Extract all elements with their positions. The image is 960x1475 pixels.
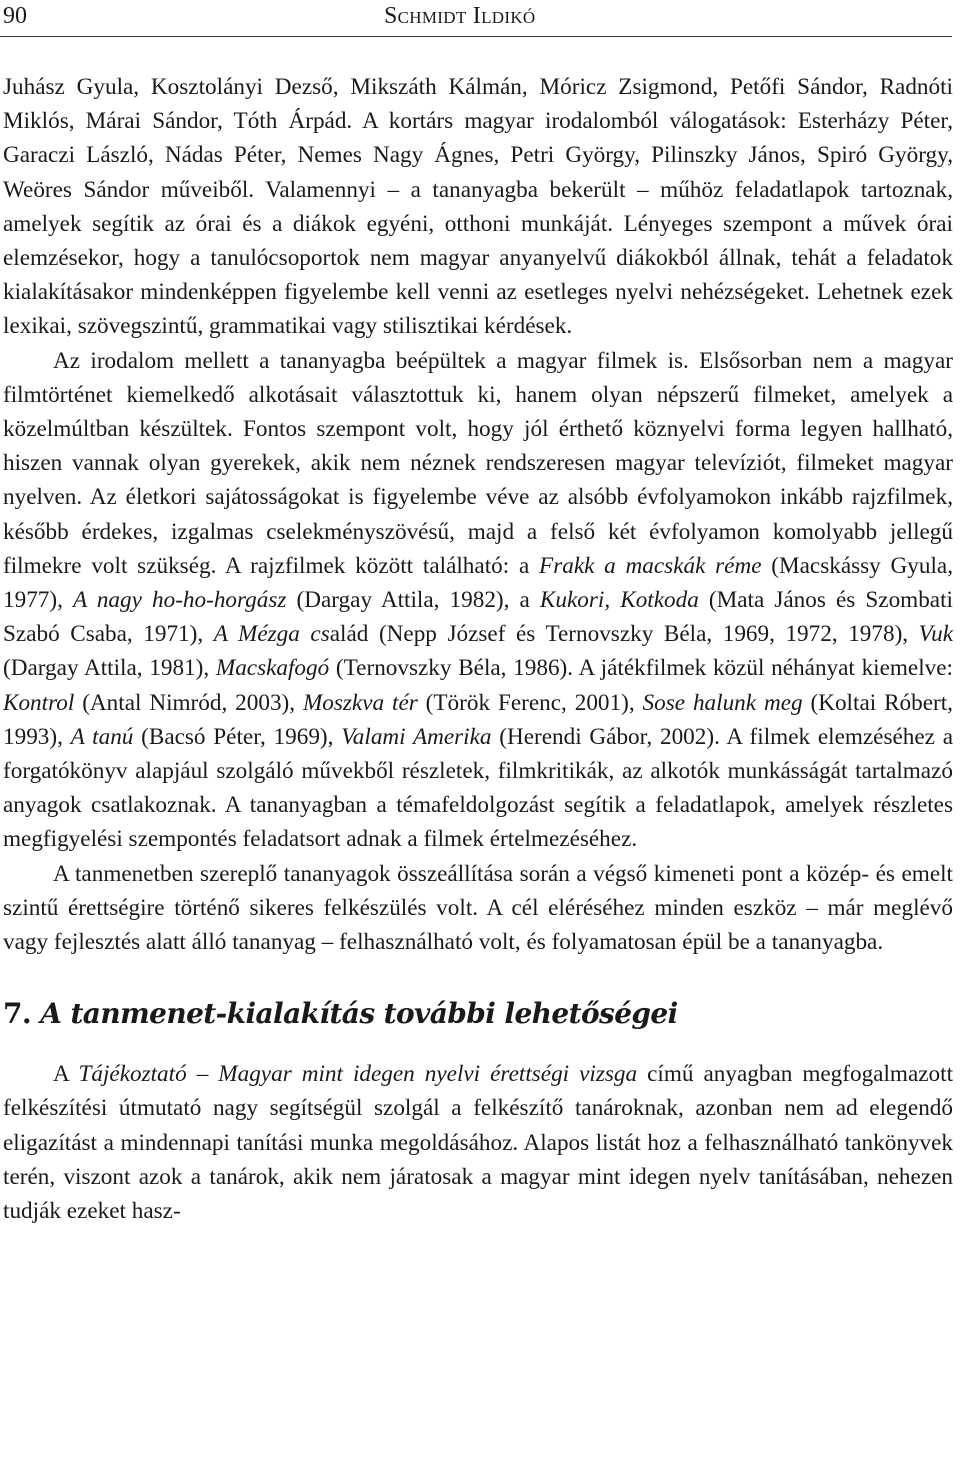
film-title: A nagy ho-ho-horgász [73,587,287,614]
film-title: Sose halunk meg [642,689,803,716]
paragraph-films-text: (Bacsó Péter, 1969), [133,723,342,750]
document-title: Tájékoztató – Magyar mint idegen nyelvi érettségi vizsga [78,1061,638,1088]
film-title: A Mézga cs [213,621,330,648]
film-title: Kukori, Kotkoda [539,587,699,614]
paragraph-films [3,344,953,857]
film-title: Frakk a macskák réme [539,552,762,579]
film-title: Kontrol [3,689,75,716]
page-body [3,70,953,1228]
film-title: Macskafogó [215,655,330,682]
film-title: Moszkva tér [302,689,418,716]
paragraph-section-7 [3,1057,953,1228]
paragraph-films-text: (Dargay Attila, 1982), a [286,587,540,614]
paragraph-films-text: (Török Ferenc, 2001), [417,689,643,716]
page-number: 90 [3,3,27,29]
paragraph-films-text: (Koltai Róbert, 1993), [3,689,953,750]
paragraph-films-text: (Ternovszky Béla, 1986). A játékfilmek közül néhányat kiemelve: [329,655,953,682]
film-title: Valami Amerika [341,723,492,750]
paragraph-section-7-lead: A [53,1061,79,1088]
paragraph-section-7-text: című anyagban megfogalmazott felkészítési útmutató nagy segítségül szolgál a felkészítő tanároknak, azonban nem ad elegendő eligazítást a mindennapi tanítási munka megoldásához. Alapos listát hoz a felhasználható tankönyvek terén, viszont azok a tanárok, akik nem járatosak a magyar mint idegen nyelv tanításában, nehezen tudják ezeket hasz- [3,1061,954,1225]
paragraph-films-text: (Mata János és Szombati Szabó Csaba, 1971), [3,587,953,648]
paragraph-films-text: (Nepp József és Ternovszky Béla, 1969, 1972, 1978), [368,621,919,648]
film-title: A tanú [70,723,134,750]
paragraph-films-text: (Antal Nimród, 2003), [74,689,303,716]
section-title: A tanmenet-kialakítás további lehetőségei [40,997,678,1031]
section-number: 7. [3,997,32,1031]
paragraph-films-intro: Az irodalom mellett a tananyagba beépültek a magyar filmek is. Elsősorban nem a magyar filmtörténet kiemelkedő alkotásait választottuk ki, hanem olyan népszerű filmeket, amelyek a közelmúltban készültek. Fontos szempont volt, hogy jól érthető köznyelvi forma legyen hallható, hiszen vannak olyan gyerekek, akik nem néznek rendszeresen magyar televíziót, filmeket magyar nyelven. Az életkori sajátosságokat is figyelembe véve az alsóbb évfolyamokon inkább rajzfilmek, később érdekes, izgalmas cselekményszövésű, majd a felső két évfolyamon komolyabb jellegű filmekre volt szükség. A rajzfilmek között található: a [3,347,953,579]
paragraph-curriculum-goal: A tanmenetben szereplő tananyagok összeállítása során a végső kimeneti pont a közép- és emelt szintű érettségire történő sikeres felkészülés volt. A cél eléréséhez minden eszköz – már meglévő vagy fejlesztés alatt álló tananyag – felhasználható volt, és folyamatosan épül be a tananyagba. [3,860,953,956]
paragraph-films-text: (Herendi Gábor, 2002). A filmek elemzéséhez a forgatókönyv alapjául szolgáló művekből részletek, filmkritikák, az alkotók munkásságát tartalmazó anyagok csatlakoznak. A tananyagban a témafeldolgozást segítik a feladatlapok, amelyek részletes megfigyelési szempontés feladatsort adnak a filmek értelmezéséhez. [3,723,954,853]
paragraph-films-text: (Dargay Attila, 1981), [3,655,216,682]
page-header [0,0,952,37]
paragraph-literature: Juhász Gyula, Kosztolányi Dezső, Mikszáth Kálmán, Móricz Zsigmond, Petőfi Sándor, Radnóti Miklós, Márai Sándor, Tóth Árpád. A kortárs magyar irodalomból válogatások: Esterházy Péter, Garaczi László, Nádas Péter, Nemes Nagy Ágnes, Petri György, Pilinszky János, Spiró György, Weöres Sándor műveiből. Valamennyi – a tananyagba bekerült – műhöz feladatlapok tartoznak, amelyek segítik az órai és a diákok egyéni, otthoni munkáját. Lényeges szempont a művek órai elemzésekor, hogy a tanulócsoportok nem magyar anyanyelvű diákokból állnak, tehát a feladatok kialakításakor mindenképpen figyelembe kell venni az esetleges nyelvi nehézségeket. Lehetnek ezek lexikai, szövegszintű, grammatikai vagy stilisztikai kérdések. [3,74,953,340]
paragraph-films-text: (Macskássy Gyula, 1977), [3,552,954,614]
section-heading [3,997,953,1031]
running-head-author: Schmidt Ildikó [384,3,536,29]
film-title-tail: alád [329,621,369,648]
film-title: Vuk [918,621,953,648]
